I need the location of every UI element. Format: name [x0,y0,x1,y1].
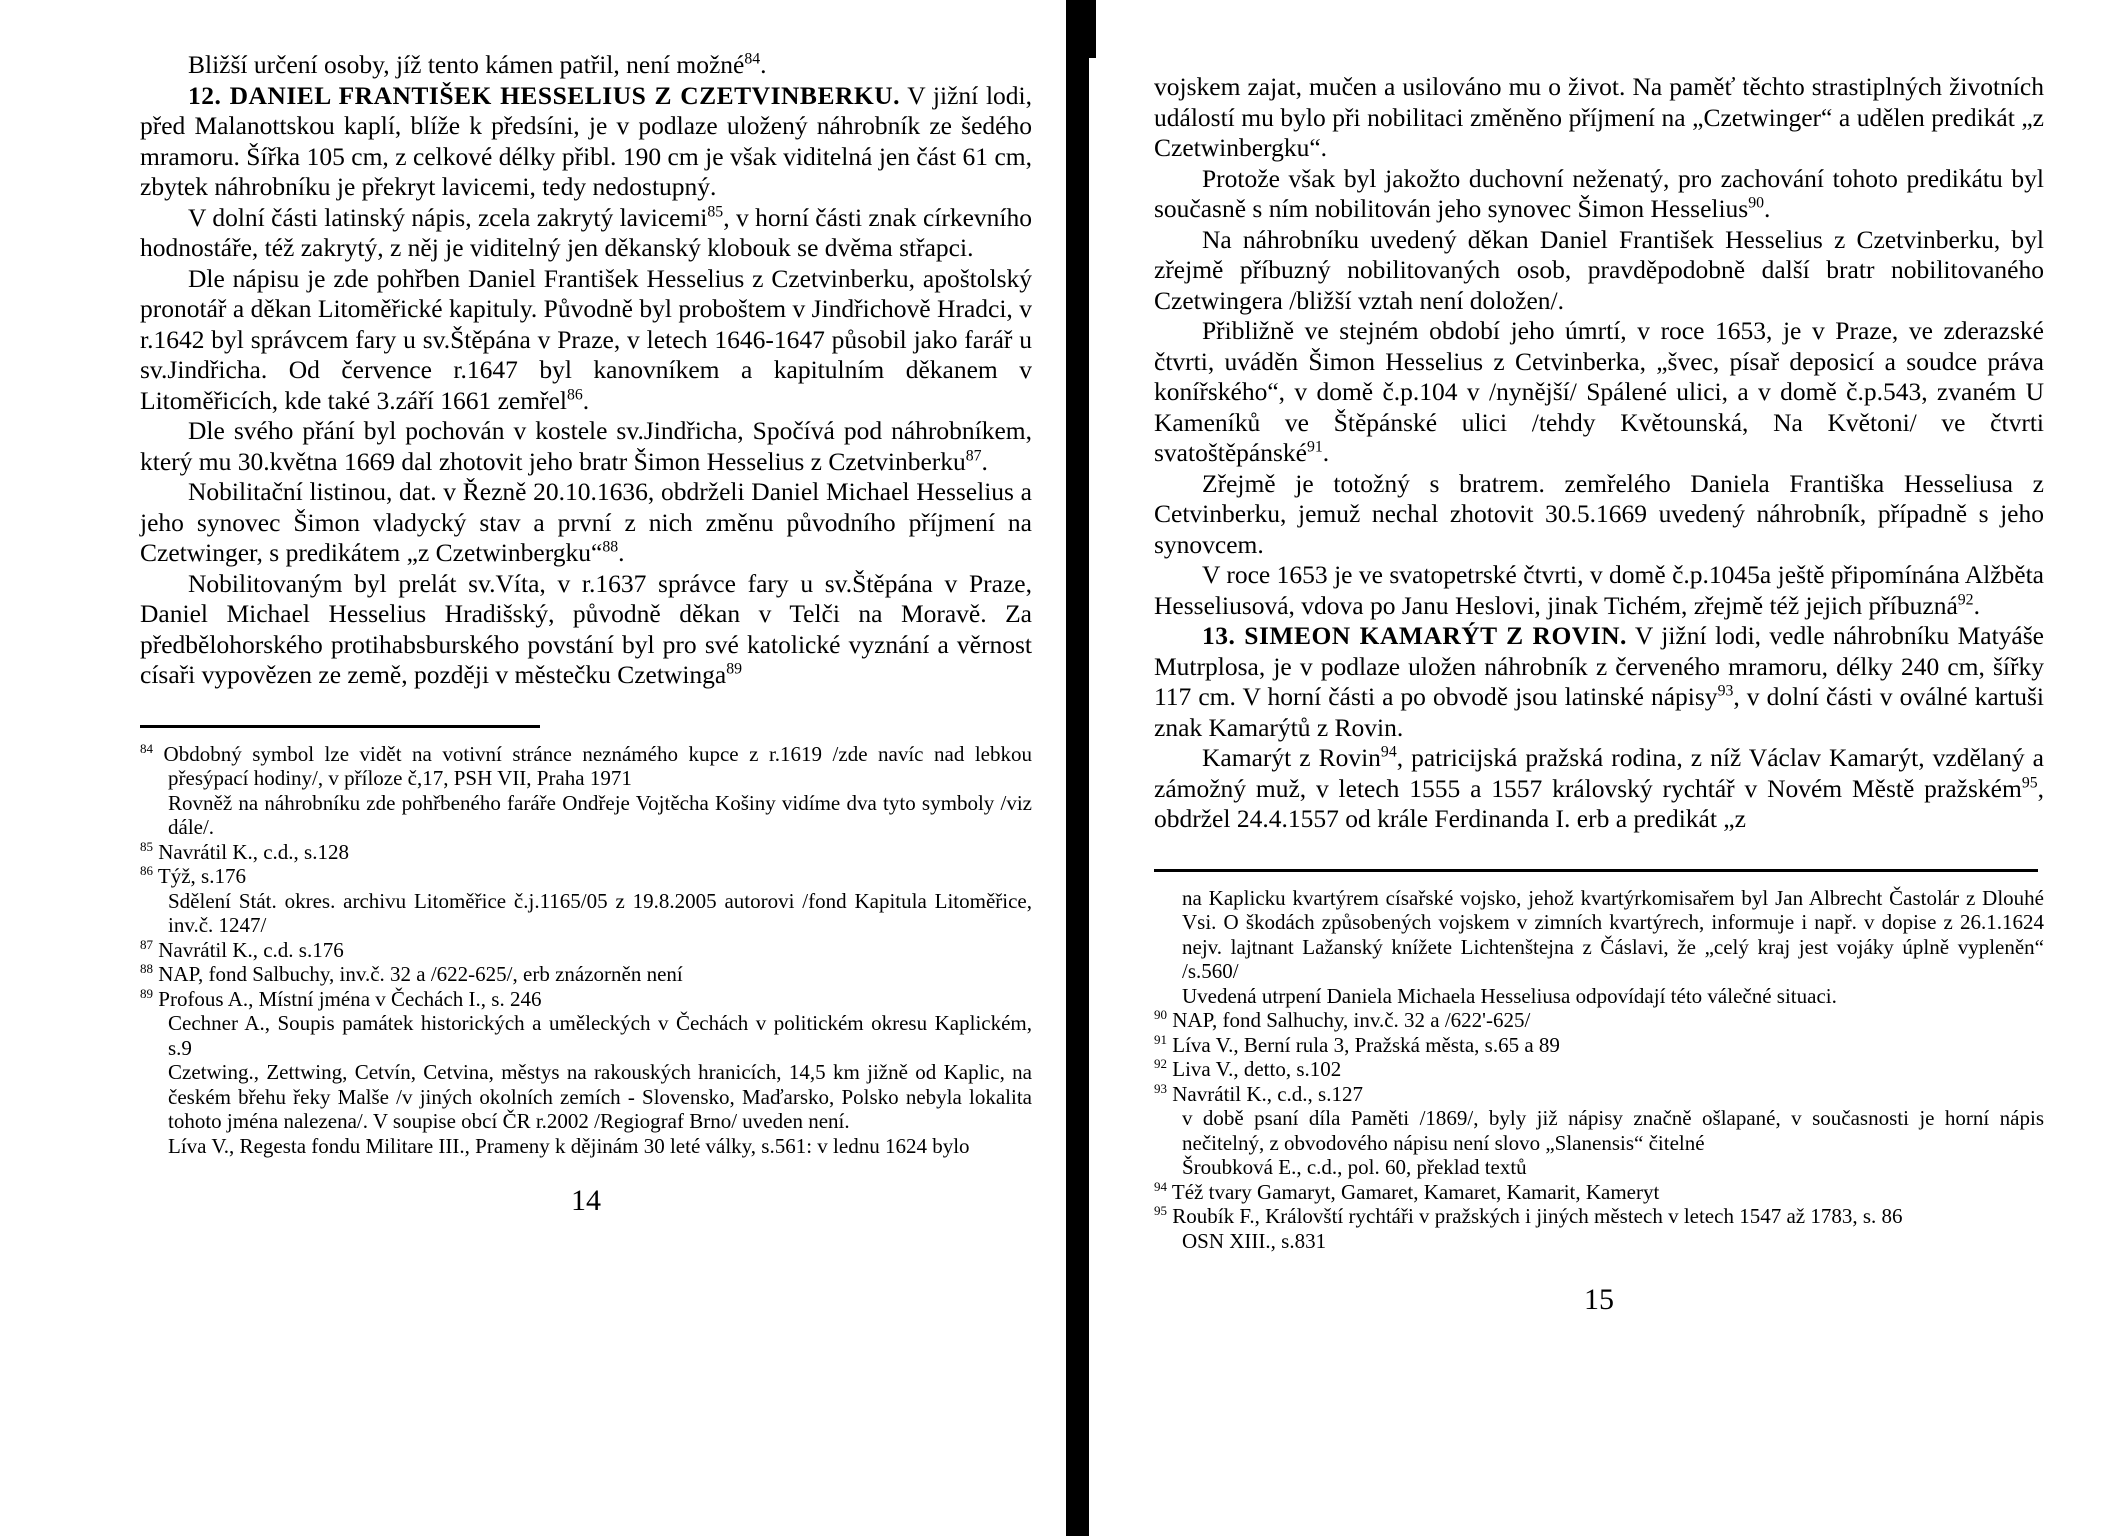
footnote-continuation: Rovněž na náhrobníku zde pohřbeného faráře Ondřeje Vojtěcha Košiny vidíme dva tyto symboly /viz dále/. [168,790,1032,839]
footnote-text: Též tvary Gamaryt, Gamaret, Kamaret, Kamarit, Kameryt [1171,1179,1660,1204]
footnote-continuation: v době psaní díla Paměti /1869/, byly již nápisy značně ošlapané, v současnosti je horní nápis nečitelný, z obvodového nápisu není slovo „Slanensis“ čitelné [1182,1106,2044,1155]
footnote [140,962,1032,987]
footnote-continuation: Sdělení Stát. okres. archivu Litoměřice č.j.1165/05 z 19.8.2005 autorovi /fond Kapitula Litoměřice, inv.č. 1247/ [168,888,1032,937]
footnote [1154,1057,2044,1082]
paragraph: Dle nápisu je zde pohřben Daniel František Hesselius z Czetvinberku, apoštolský pronotář a děkan Litoměřické kapituly. Původně byl proboštem v Jindřichově Hradci, v r.1642 byl správcem fary u sv.Štěpána v Praze, v letech 1646-1647 působil jako farář u sv.Jindřicha. Od července r.1647 byl kanovníkem a kapitulním děkanem v Litoměřicích, kde také 3.září 1661 zemřel$^{86}$. [140,263,1032,415]
footnote-text: Líva V., Berní rula 3, Pražská města, s.65 a 89 [1172,1032,1560,1057]
footnote-continuation: Uvedená utrpení Daniela Michaela Hesseliusa odpovídají této válečné situaci. [1182,983,1837,1008]
footnote [140,840,1032,865]
footnote-marker: 84 [140,740,154,756]
footnote-marker: 88 [140,961,154,976]
page-left [140,0,1032,1218]
footnote-separator [140,725,540,728]
footnote-text: Obdobný symbol lze vidět na votivní stránce neznámého kupce z r.1619 /zde navíc nad lebkou přesýpací hodiny/, v příloze č,17, PSH VII, Praha 1971 [163,741,1032,790]
footnotes-left [140,742,1032,1159]
footnote [140,987,1032,1012]
section-heading-13: 13. SIMEON KAMARÝT Z ROVIN. [1202,621,1627,650]
footnote-text: Liva V., detto, s.102 [1172,1057,1342,1081]
page-right-body [1154,72,2044,835]
footnote-marker: 93 [1154,1080,1168,1096]
footnote-text: Roubík F., Královští rychtáři v pražských i jiných městech v letech 1547 až 1783, s. 86 [1172,1204,1903,1228]
footnote-text: Navrátil K., c.d., s.128 [158,839,349,864]
paragraph-continuation: vojskem zajat, mučen a usilováno mu o život. Na paměť těchto strastiplných životních událostí mu bylo při nobilitaci změněno příjmení na „Czetwinger“ a udělen predikát „z Czetwinbergku“. [1154,72,2044,162]
binding-gutter-top [1066,0,1096,58]
section-heading-12: 12. DANIEL FRANTIŠEK HESSELIUS Z CZETVINBERKU. [188,80,900,110]
footnote-text: Navrátil K., c.d., s.127 [1172,1081,1363,1106]
footnote [1154,1082,2044,1107]
footnote [1154,1204,2044,1229]
footnote-marker: 91 [1154,1031,1168,1047]
footnote-marker: 94 [1154,1178,1168,1194]
footnote-text: Navrátil K., c.d. s.176 [158,937,344,962]
footnote-text: Týž, s.176 [157,864,246,888]
paragraph: Nobilitovaným byl prelát sv.Víta, v r.1637 správce fary u sv.Štěpána v Praze, Daniel Michael Hesselius Hradišský, původně děkan v Telči na Moravě. Za předbělohorského protihabsburského povstání byl pro své katolické vyznání a věrnost císaři vypovězen ze země, později v městečku Czetwinga$^{89}$ [140,568,1032,689]
footnote-marker: 89 [140,985,154,1001]
footnote-marker: 85 [140,838,154,854]
paragraph: Přibližně ve stejném období jeho úmrtí, v roce 1653, je v Praze, ve zderazské čtvrti, uváděn Šimon Hesselius z Cetvinberka, „švec, písař deposicí a soudce práva konířského“, v domě č.p.104 v /nynější/ Spálené ulici, a v domě č.p.543, zvaném U Kameníků ve Štěpánské ulici /tehdy Květounská, Na Květoni/ ve čtvrti svatoštěpánské$^{91}$. [1154,316,2044,467]
footnote [140,938,1032,963]
paragraph: V roce 1653 je ve svatopetrské čtvrti, v domě č.p.1045a ještě připomínána Alžběta Hesseliusová, vdova po Janu Heslovi, jinak Tichém, zřejmě též jejich příbuzná$^{92}$. [1154,560,2044,620]
footnote-text: NAP, fond Salbuchy, inv.č. 32 a /622-625/, erb znázorněn není [158,962,683,986]
footnotes-right [1154,886,2044,1254]
footnote [140,864,1032,889]
paragraph-text: V jižní lodi, vedle náhrobníku Matyáše Mutrplosa, je v podlaze uložen náhrobník z červeného mramoru, délky 240 cm, šířky 117 cm. V horní části a po obvodě jsou latinské nápisy$^{93}$, v dolní části v oválné kartuši znak Kamarýtů z Rovin. [1154,621,2044,742]
footnote-marker: 90 [1154,1007,1168,1022]
page-number: 14 [571,1184,601,1217]
page-left-body [140,50,1032,691]
footnote-text: NAP, fond Salhuchy, inv.č. 32 a /622'-625/ [1172,1008,1531,1032]
footnote [140,742,1032,791]
footnote-text: Profous A., Místní jména v Čechách I., s. 246 [158,986,542,1011]
footnote [1154,1033,2044,1058]
footnote-continuation: Líva V., Regesta fondu Militare III., Prameny k dějinám 30 leté války, s.561: v lednu 1624 bylo [168,1133,970,1158]
footnote-marker: 92 [1154,1056,1168,1071]
paragraph: Dle svého přání byl pochován v kostele sv.Jindřicha, Spočívá pod náhrobníkem, který mu 30.května 1669 dal zhotovit jeho bratr Šimon Hesselius z Czetvinberku$^{87}$. [140,416,1032,476]
footnote [1154,1180,2044,1205]
footnote-continuation: Czetwing., Zettwing, Cetvín, Cetvina, městys na rakouských hranicích, 14,5 km jižně od Kaplic, na českém břehu řeky Malše /v jiných okolních zemích - Slovensko, Maďarsko, Polsko nebyla lokalita tohoto jména nalezena/. V soupise obcí ČR r.2002 /Regiograf Brno/ uveden není. [168,1060,1032,1133]
footnote-separator [1154,869,2038,872]
footnote-continuation: OSN XIII., s.831 [1182,1228,1327,1253]
page-number: 15 [1584,1283,1614,1316]
intro-line: Bližší určení osoby, jíž tento kámen patřil, není možné$^{84}$. [188,50,767,79]
binding-gutter [1066,0,1089,1536]
footnote-continuation: Cechner A., Soupis památek historických a uměleckých v Čechách v politickém okresu Kaplickém, s.9 [168,1011,1032,1060]
paragraph-text: V jižní lodi, před Malanottskou kaplí, blíže k předsíni, je v podlaze uložený náhrobník ze šedého mramoru. Šířka 105 cm, z celkové délky přibl. 190 cm je však viditelná jen část 61 cm, zbytek náhrobníku je překryt lavicemi, tedy nedostupný. [140,80,1033,201]
footnote-continuation: Šroubková E., c.d., pol. 60, překlad textů [1182,1155,1527,1179]
paragraph: Protože však byl jakožto duchovní neženatý, pro zachování tohoto predikátu byl současně s ním nobilitován jeho synovec Šimon Hesselius$^{90}$. [1154,163,2044,223]
paragraph: Na náhrobníku uvedený děkan Daniel František Hesselius z Czetvinberku, byl zřejmě příbuzný nobilitovaných osob, pravděpodobně další bratr nobilitovaného Czetwingera /bližší vztah není doložen/. [1154,224,2044,315]
footnote-marker: 95 [1154,1203,1168,1218]
paragraph: V dolní části latinský nápis, zcela zakrytý lavicemi$^{85}$, v horní části znak církevního hodnostáře, též zakrytý, z něj je viditelný jen děkanský klobouk se dvěma střapci. [140,202,1032,262]
paragraph: Nobilitační listinou, dat. v Řezně 20.10.1636, obdrželi Daniel Michael Hesselius a jeho synovec Šimon vladycký stav a první z nich změnu původního příjmení na Czetwinger, s predikátem „z Czetwinbergku“$^{88}$. [140,477,1032,567]
footnote-marker: 87 [140,936,154,952]
page-right [1154,0,2044,1317]
paragraph-section-13 [1154,621,2044,743]
footnote [1154,1008,2044,1033]
footnote-marker: 86 [140,863,154,878]
paragraph: Zřejmě je totožný s bratrem. zemřelého Daniela Františka Hesseliusa z Cetvinberku, jemuž nechal zhotovit 30.5.1669 uvedený náhrobník, případně s jeho synovcem. [1154,468,2044,559]
paragraph: Kamarýt z Rovin$^{94}$, patricijská pražská rodina, z níž Václav Kamarýt, vzdělaný a zámožný muž, v letech 1555 a 1557 královský rychtář v Novém Městě pražském$^{95}$, obdržel 24.4.1557 od krále Ferdinanda I. erb a predikát „z [1154,743,2045,833]
paragraph-section-12 [140,81,1032,203]
footnote-continuation: na Kaplicku kvartýrem císařské vojsko, jehož kvartýrkomisařem byl Jan Albrecht Častolár z Dlouhé Vsi. O škodách způsobených vojskem v zimních kvartýrech, informuje i např. v dopise z 26.1.1624 nejv. lajtnant Lažanský knížete Lichtenštejna z Čáslavi, že „celý kraj jest vojáky úplně vypleněn“ /s.560/ [1182,885,2044,983]
